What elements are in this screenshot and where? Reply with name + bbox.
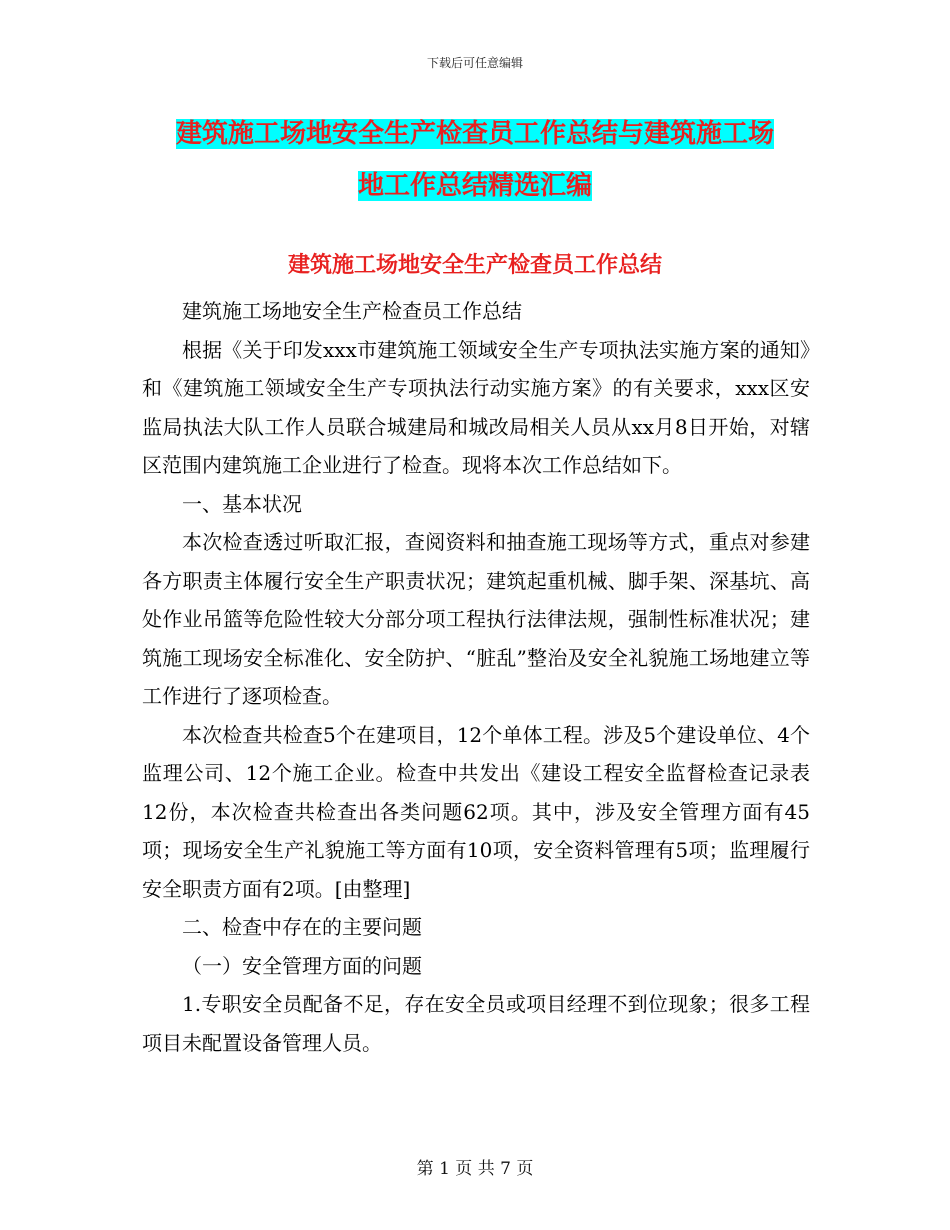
- paragraph: 1.专职安全员配备不足，存在安全员或项目经理不到位现象；很多工程项目未配置设备管理人员。: [142, 992, 810, 1055]
- paragraph: 二、检查中存在的主要问题: [182, 915, 422, 939]
- paragraph: 建筑施工场地安全生产检查员工作总结: [182, 299, 522, 323]
- document-title: [140, 108, 810, 212]
- document-body: [142, 292, 810, 1062]
- section-title: 建筑施工场地安全生产检查员工作总结: [287, 253, 662, 278]
- document-title-line-1: 建筑施工场地安全生产检查员工作总结与建筑施工场: [175, 119, 774, 149]
- paragraph: 本次检查透过听取汇报，查阅资料和抽查施工现场等方式，重点对参建各方职责主体履行安全生产职责状况；建筑起重机械、脚手架、深基坑、高处作业吊篮等危险性较大分部分项工程执行法律法规，强制性标准状况；建筑施工现场安全标准化、安全防护、“脏乱”整治及安全礼貌施工场地建立等工作进行了逐项检查。: [142, 530, 810, 708]
- page-number-footer: 第 1 页 共 7 页: [416, 1159, 534, 1179]
- document-title-line-2: 地工作总结精选汇编: [357, 171, 592, 201]
- paragraph: 根据《关于印发xxx市建筑施工领域安全生产专项执法实施方案的通知》和《建筑施工领域安全生产专项执法行动实施方案》的有关要求，xxx区安监局执法大队工作人员联合城建局和城改局相关人员从xx月8日开始，对辖区范围内建筑施工企业进行了检查。现将本次工作总结如下。: [142, 337, 810, 477]
- paragraph: （一）安全管理方面的问题: [182, 953, 422, 978]
- header-note: 下载后可任意编辑: [426, 56, 523, 70]
- paragraph: 一、基本状况: [182, 491, 302, 516]
- paragraph: 本次检查共检查5个在建项目，12个单体工程。涉及5个建设单位、4个监理公司、12个施工企业。检查中共发出《建设工程安全监督检查记录表12份，本次检查共检查出各类问题62项。其中，涉及安全管理方面有45项；现场安全生产礼貌施工等方面有10项，安全资料管理有5项；监理履行安全职责方面有2项。[由整理]: [142, 722, 810, 901]
